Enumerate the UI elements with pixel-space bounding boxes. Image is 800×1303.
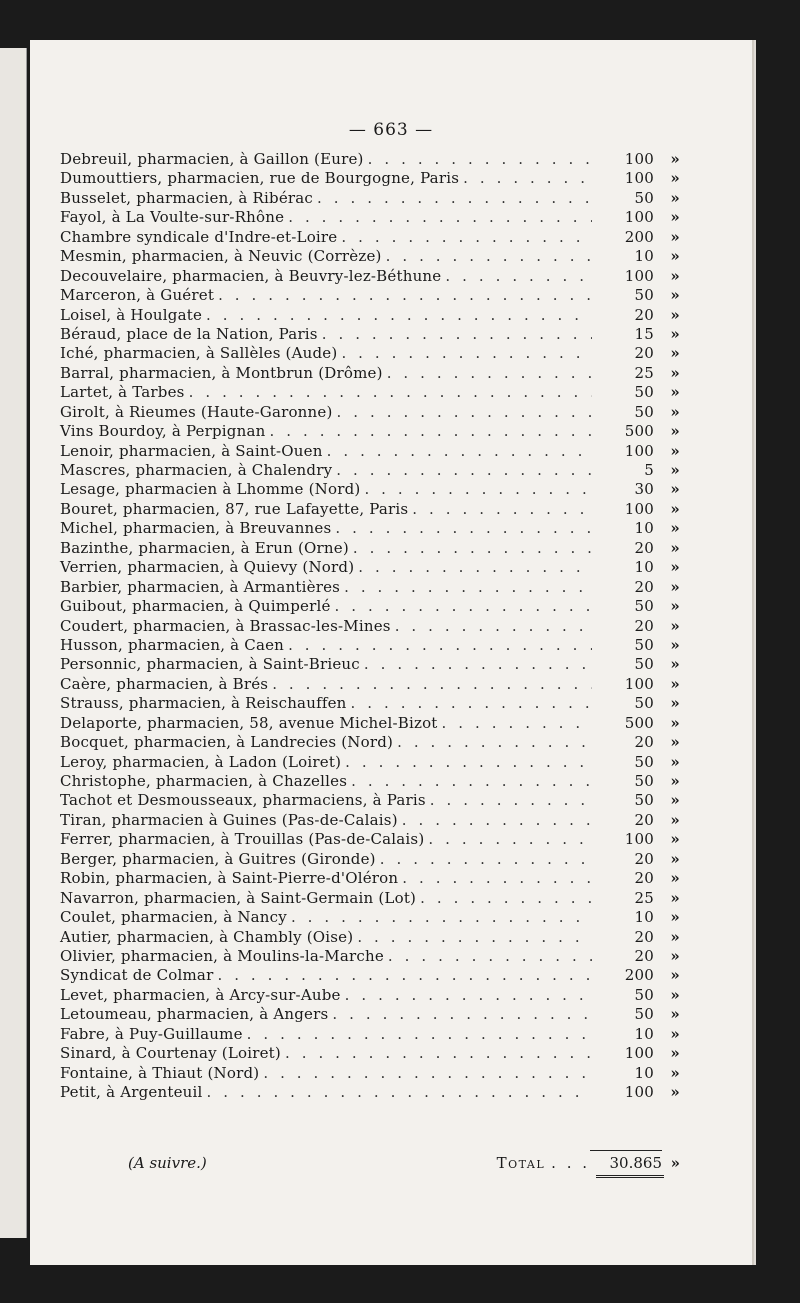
donation-amount: 50 [634, 694, 654, 713]
donor-name: Marceron, à Guéret [60, 286, 215, 305]
donation-amount: 100 [624, 674, 654, 693]
leader-dots [341, 344, 592, 363]
donation-amount: 100 [624, 169, 654, 188]
unit-mark: » [670, 946, 680, 965]
unit-mark: » [670, 849, 680, 868]
total-row [60, 1150, 680, 1172]
donor-name: Husson, pharmacien, à Caen [60, 635, 285, 654]
list-item [60, 1083, 680, 1102]
list-item [60, 811, 680, 830]
unit-mark: » [670, 363, 680, 382]
unit-mark: » [670, 597, 680, 616]
donation-amount: 50 [634, 985, 654, 1004]
donor-name: Michel, pharmacien, à Breuvannes [60, 519, 332, 538]
unit-mark: » [670, 985, 680, 1004]
donor-name: Barral, pharmacien, à Montbrun (Drôme) [60, 363, 383, 382]
total-leader-dots: . . . [551, 1154, 590, 1172]
donation-amount: 50 [634, 655, 654, 674]
unit-mark: » [670, 830, 680, 849]
unit-mark: » [670, 1024, 680, 1043]
leader-dots [217, 966, 592, 985]
list-item [60, 150, 680, 169]
leader-dots [428, 830, 592, 849]
list-item [60, 286, 680, 305]
leader-dots [364, 655, 592, 674]
leader-dots [358, 558, 592, 577]
donor-name: Decouvelaire, pharmacien, à Beuvry-lez-Béthune [60, 266, 442, 285]
list-item [60, 189, 680, 208]
donor-name: Strauss, pharmacien, à Reischauffen [60, 694, 347, 713]
donation-amount: 20 [634, 869, 654, 888]
donation-amount: 100 [624, 150, 654, 168]
leader-dots [207, 1083, 593, 1102]
list-item [60, 714, 680, 733]
unit-mark: » [670, 461, 680, 479]
unit-mark: » [670, 305, 680, 324]
leader-dots [291, 908, 592, 927]
list-item [60, 578, 680, 597]
list-item [60, 442, 680, 461]
continued-note: (A suivre.) [128, 1154, 207, 1172]
list-item [60, 675, 680, 694]
total-value: 30.865 [590, 1150, 662, 1172]
list-item [60, 791, 680, 810]
unit-mark: » [670, 713, 680, 732]
list-item [60, 772, 680, 791]
donation-amount: 100 [624, 1044, 654, 1063]
donor-name: Lenoir, pharmacien, à Saint-Ouen [60, 441, 323, 460]
list-item [60, 1044, 680, 1063]
leader-dots [344, 578, 592, 597]
unit-mark: » [670, 752, 680, 771]
leader-dots [442, 714, 592, 733]
unit-mark: » [670, 538, 680, 557]
list-item [60, 733, 680, 752]
donation-amount: 200 [624, 227, 654, 246]
donor-name: Personnic, pharmacien, à Saint-Brieuc [60, 655, 360, 674]
donor-name: Chambre syndicale d'Indre-et-Loire [60, 227, 338, 246]
leader-dots [272, 675, 592, 694]
donor-name: Fabre, à Puy-Guillaume [60, 1024, 243, 1043]
list-item [60, 306, 680, 325]
donation-amount: 50 [634, 1005, 654, 1024]
unit-mark: » [670, 169, 680, 188]
donor-name: Leroy, pharmacien, à Ladon (Loiret) [60, 752, 342, 771]
donor-name: Berger, pharmacien, à Guitres (Gironde) [60, 849, 376, 868]
unit-mark: » [670, 402, 680, 421]
list-item [60, 850, 680, 869]
list-item [60, 753, 680, 772]
leader-dots [332, 1005, 592, 1024]
leader-dots [380, 850, 592, 869]
list-item [60, 228, 680, 247]
list-item [60, 908, 680, 927]
leader-dots [335, 519, 592, 538]
donation-amount: 50 [634, 286, 654, 305]
list-item [60, 655, 680, 674]
donor-name: Lesage, pharmacien à Lhomme (Nord) [60, 480, 361, 499]
list-item [60, 986, 680, 1005]
donor-name: Delaporte, pharmacien, 58, avenue Michel-Bizot [60, 713, 438, 732]
leader-dots [285, 1044, 592, 1063]
leader-dots [402, 811, 592, 830]
leader-dots [335, 597, 592, 616]
donor-name: Robin, pharmacien, à Saint-Pierre-d'Oléron [60, 869, 399, 888]
leader-dots [463, 169, 592, 188]
donor-name: Barbier, pharmacien, à Armantières [60, 577, 341, 596]
donation-amount: 25 [634, 888, 654, 907]
donor-name: Bazinthe, pharmacien, à Erun (Orne) [60, 538, 349, 557]
leader-dots [327, 442, 592, 461]
donation-amount: 100 [624, 499, 654, 518]
unit-mark: » [670, 927, 680, 946]
donor-name: Caère, pharmacien, à Brés [60, 674, 269, 693]
unit-mark: » [670, 791, 680, 810]
unit-mark: » [670, 266, 680, 285]
donation-amount: 30 [634, 480, 654, 499]
donation-amount: 10 [634, 1024, 654, 1043]
unit-mark: » [670, 188, 680, 207]
list-item [60, 636, 680, 655]
donation-amount: 20 [634, 810, 654, 829]
list-item [60, 1064, 680, 1083]
donor-name: Debreuil, pharmacien, à Gaillon (Eure) [60, 150, 364, 168]
donor-name: Fayol, à La Voulte-sur-Rhône [60, 208, 285, 227]
list-item [60, 617, 680, 636]
unit-mark: » [670, 908, 680, 927]
unit-mark: » [670, 480, 680, 499]
donation-amount: 100 [624, 266, 654, 285]
leader-dots [351, 772, 592, 791]
donor-name: Christophe, pharmacien, à Chazelles [60, 772, 348, 790]
unit-mark: » [670, 635, 680, 654]
donor-name: Sinard, à Courtenay (Loiret) [60, 1044, 281, 1063]
donor-name: Autier, pharmacien, à Chambly (Oise) [60, 927, 354, 946]
donation-amount: 50 [634, 188, 654, 207]
leader-dots [189, 383, 592, 402]
donor-name: Fontaine, à Thiaut (Nord) [60, 1063, 260, 1082]
donor-name: Petit, à Argenteuil [60, 1083, 203, 1101]
donation-amount: 10 [634, 908, 654, 927]
list-item [60, 208, 680, 227]
donation-amount: 100 [624, 208, 654, 227]
leader-dots [445, 267, 592, 286]
unit-mark: » [670, 966, 680, 985]
donation-amount: 15 [634, 324, 654, 343]
unit-mark: » [670, 422, 680, 441]
unit-mark: » [670, 324, 680, 343]
unit-mark: » [670, 1063, 680, 1082]
unit-mark: » [670, 888, 680, 907]
donor-name: Mesmin, pharmacien, à Neuvic (Corrèze) [60, 247, 382, 266]
donation-amount: 10 [634, 558, 654, 577]
leader-dots [345, 753, 592, 772]
leader-dots [269, 422, 592, 441]
donation-amount: 500 [624, 713, 654, 732]
donation-amount: 100 [624, 830, 654, 849]
donor-name: Tachot et Desmousseaux, pharmaciens, à Paris [60, 791, 426, 810]
donation-amount: 500 [624, 422, 654, 441]
leader-dots [336, 461, 592, 480]
leader-dots [322, 325, 592, 344]
donor-name: Guibout, pharmacien, à Quimperlé [60, 597, 331, 616]
document-page [30, 40, 752, 1265]
unit-mark: » [670, 869, 680, 888]
donation-amount: 5 [644, 461, 654, 479]
donor-name: Tiran, pharmacien à Guines (Pas-de-Calais) [60, 810, 398, 829]
donor-name: Syndicat de Colmar [60, 966, 214, 985]
donation-amount: 20 [634, 946, 654, 965]
donation-amount: 50 [634, 402, 654, 421]
donation-amount: 10 [634, 519, 654, 538]
donor-name: Busselet, pharmacien, à Ribérac [60, 188, 314, 207]
donor-name: Iché, pharmacien, à Sallèles (Aude) [60, 344, 338, 363]
unit-mark: » [670, 674, 680, 693]
donation-amount: 20 [634, 849, 654, 868]
donation-amount: 50 [634, 635, 654, 654]
leader-dots [206, 306, 592, 325]
list-item [60, 403, 680, 422]
unit-mark: » [670, 1005, 680, 1024]
donation-amount: 20 [634, 927, 654, 946]
unit-mark: » [670, 499, 680, 518]
list-item [60, 830, 680, 849]
leader-dots [345, 986, 592, 1005]
unit-mark: » [670, 772, 680, 790]
donor-name: Mascres, pharmacien, à Chalendry [60, 461, 333, 479]
donor-name: Lartet, à Tarbes [60, 383, 185, 402]
donation-amount: 200 [624, 966, 654, 985]
total-label: Total [496, 1154, 546, 1172]
donation-amount: 20 [634, 305, 654, 324]
unit-mark: » [670, 655, 680, 674]
unit-mark: » [670, 616, 680, 635]
donation-list [60, 150, 680, 1102]
leader-dots [420, 889, 592, 908]
list-item [60, 519, 680, 538]
leader-dots [368, 150, 592, 169]
donor-name: Coulet, pharmacien, à Nancy [60, 908, 287, 927]
list-item [60, 869, 680, 888]
unit-mark: » [670, 441, 680, 460]
unit-mark: » [670, 1044, 680, 1063]
donation-amount: 50 [634, 772, 654, 790]
list-item [60, 1025, 680, 1044]
donor-name: Coudert, pharmacien, à Brassac-les-Mines [60, 616, 391, 635]
unit-mark: » [670, 344, 680, 363]
list-item [60, 928, 680, 947]
donor-name: Dumouttiers, pharmacien, rue de Bourgogne, Paris [60, 169, 460, 188]
leader-dots [218, 286, 592, 305]
list-item [60, 694, 680, 713]
list-item [60, 889, 680, 908]
unit-mark: » [670, 208, 680, 227]
leader-dots [364, 480, 592, 499]
unit-mark: » [670, 286, 680, 305]
donation-amount: 20 [634, 577, 654, 596]
donor-name: Letoumeau, pharmacien, à Angers [60, 1005, 329, 1024]
donation-amount: 50 [634, 597, 654, 616]
donation-amount: 20 [634, 538, 654, 557]
donation-amount: 100 [624, 441, 654, 460]
leader-dots [402, 869, 592, 888]
unit-mark: » [670, 227, 680, 246]
leader-dots [386, 247, 592, 266]
list-item [60, 383, 680, 402]
donation-amount: 50 [634, 791, 654, 810]
donation-amount: 25 [634, 363, 654, 382]
leader-dots [351, 694, 592, 713]
list-item [60, 461, 680, 480]
leader-dots [337, 403, 592, 422]
list-item [60, 480, 680, 499]
list-item [60, 966, 680, 985]
donation-amount: 100 [624, 1083, 654, 1101]
list-item [60, 344, 680, 363]
donor-name: Bouret, pharmacien, 87, rue Lafayette, Paris [60, 499, 409, 518]
list-item [60, 267, 680, 286]
leader-dots [288, 208, 592, 227]
leader-dots [430, 791, 592, 810]
list-item [60, 325, 680, 344]
leader-dots [397, 733, 592, 752]
leader-dots [263, 1064, 592, 1083]
list-item [60, 422, 680, 441]
leader-dots [247, 1025, 592, 1044]
unit-mark: » [670, 733, 680, 752]
donor-name: Navarron, pharmacien, à Saint-Germain (Lot) [60, 888, 417, 907]
donation-amount: 10 [634, 1063, 654, 1082]
leader-dots [341, 228, 592, 247]
leader-dots [353, 539, 592, 558]
list-item [60, 947, 680, 966]
total-unit-mark: » [670, 1154, 680, 1172]
donation-amount: 50 [634, 752, 654, 771]
unit-mark: » [670, 558, 680, 577]
donation-amount: 50 [634, 383, 654, 402]
page-number: — 663 — [348, 120, 434, 140]
list-item [60, 247, 680, 266]
leader-dots [317, 189, 592, 208]
unit-mark: » [670, 810, 680, 829]
list-item [60, 169, 680, 188]
list-item [60, 558, 680, 577]
unit-mark: » [670, 1083, 680, 1101]
donor-name: Loisel, à Houlgate [60, 305, 203, 324]
leader-dots [387, 364, 592, 383]
unit-mark: » [670, 383, 680, 402]
leader-dots [388, 947, 592, 966]
list-item [60, 539, 680, 558]
unit-mark: » [670, 247, 680, 266]
unit-mark: » [670, 577, 680, 596]
donor-name: Vins Bourdoy, à Perpignan [60, 422, 266, 441]
donation-amount: 20 [634, 616, 654, 635]
donation-amount: 20 [634, 344, 654, 363]
leader-dots [357, 928, 592, 947]
leader-dots [288, 636, 592, 655]
donor-name: Bocquet, pharmacien, à Landrecies (Nord) [60, 733, 394, 752]
list-item [60, 1005, 680, 1024]
donor-name: Girolt, à Rieumes (Haute-Garonne) [60, 402, 333, 421]
leader-dots [395, 617, 592, 636]
donation-amount: 10 [634, 247, 654, 266]
facing-page-edge [0, 48, 27, 1238]
unit-mark: » [670, 150, 680, 168]
list-item [60, 500, 680, 519]
donor-name: Verrien, pharmacien, à Quievy (Nord) [60, 558, 355, 577]
unit-mark: » [670, 519, 680, 538]
unit-mark: » [670, 694, 680, 713]
donor-name: Olivier, pharmacien, à Moulins-la-Marche [60, 946, 384, 965]
list-item [60, 364, 680, 383]
donor-name: Ferrer, pharmacien, à Trouillas (Pas-de-Calais) [60, 830, 425, 849]
donation-amount: 20 [634, 733, 654, 752]
donor-name: Béraud, place de la Nation, Paris [60, 324, 318, 343]
list-item [60, 597, 680, 616]
leader-dots [412, 500, 592, 519]
donor-name: Levet, pharmacien, à Arcy-sur-Aube [60, 985, 341, 1004]
